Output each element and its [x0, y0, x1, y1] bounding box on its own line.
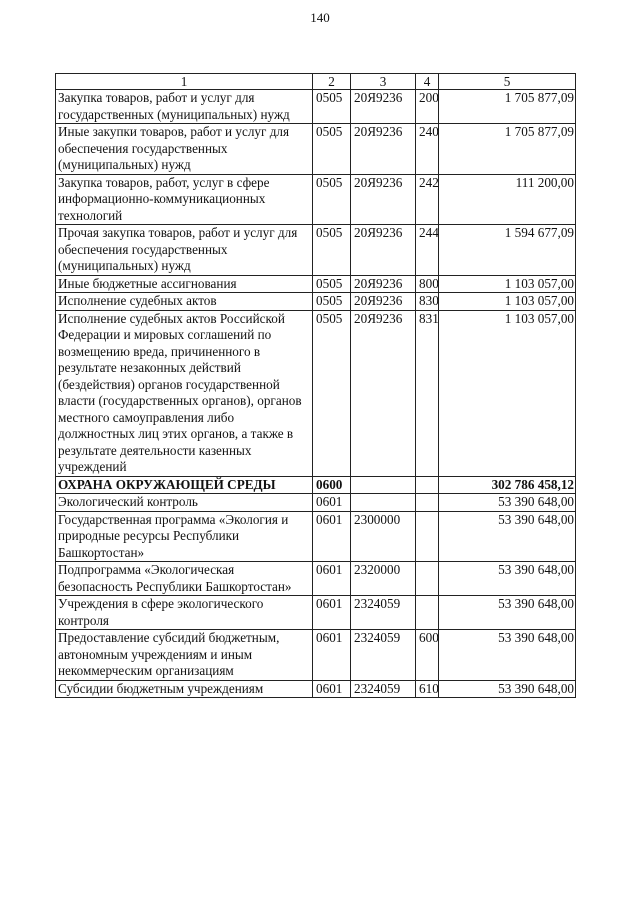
table-row [56, 90, 576, 124]
row-section-code-cell: 0505 [313, 174, 351, 225]
row-expense-type-cell: 830 [416, 293, 439, 311]
row-expense-type-cell: 240 [416, 124, 439, 175]
row-name-cell: Экологический контроль [56, 494, 313, 512]
table-row [56, 476, 576, 494]
header-col-5: 5 [439, 74, 576, 90]
row-name-cell: Иные бюджетные ассигнования [56, 275, 313, 293]
table-body [56, 90, 576, 698]
header-col-1: 1 [56, 74, 313, 90]
table-row [56, 494, 576, 512]
row-amount-cell: 53 390 648,00 [439, 511, 576, 562]
row-expense-type-cell: 200 [416, 90, 439, 124]
row-section-code-cell: 0601 [313, 562, 351, 596]
row-target-article-cell: 20Я9236 [351, 275, 416, 293]
row-target-article-cell: 2320000 [351, 562, 416, 596]
table-row [56, 630, 576, 681]
table-row [56, 680, 576, 698]
row-name-cell: Предоставление субсидий бюджетным, автономным учреждениям и иным некоммерческим организациям [56, 630, 313, 681]
row-section-code-cell: 0505 [313, 275, 351, 293]
row-amount-cell: 1 103 057,00 [439, 293, 576, 311]
page-number: 140 [310, 10, 330, 25]
row-name-cell: Учреждения в сфере экологического контроля [56, 596, 313, 630]
row-amount-cell: 1 705 877,09 [439, 90, 576, 124]
table-row [56, 124, 576, 175]
row-target-article-cell [351, 494, 416, 512]
table-row [56, 275, 576, 293]
row-expense-type-cell [416, 596, 439, 630]
row-name-cell: Прочая закупка товаров, работ и услуг для обеспечения государственных (муниципальных) нужд [56, 225, 313, 276]
row-target-article-cell: 20Я9236 [351, 90, 416, 124]
row-amount-cell: 53 390 648,00 [439, 494, 576, 512]
row-expense-type-cell [416, 511, 439, 562]
row-section-code-cell: 0600 [313, 476, 351, 494]
row-target-article-cell: 2324059 [351, 596, 416, 630]
table-row [56, 225, 576, 276]
header-row [56, 74, 576, 90]
row-section-code-cell: 0505 [313, 225, 351, 276]
row-target-article-cell: 20Я9236 [351, 310, 416, 476]
table-row [56, 293, 576, 311]
row-expense-type-cell [416, 494, 439, 512]
budget-table-container [55, 73, 576, 698]
row-amount-cell: 1 103 057,00 [439, 275, 576, 293]
row-section-code-cell: 0601 [313, 596, 351, 630]
table-row [56, 562, 576, 596]
budget-table [55, 73, 576, 698]
row-section-code-cell: 0601 [313, 680, 351, 698]
row-name-cell: Исполнение судебных актов [56, 293, 313, 311]
row-target-article-cell [351, 476, 416, 494]
row-section-code-cell: 0505 [313, 90, 351, 124]
row-name-cell: Исполнение судебных актов Российской Федерации и мировых соглашений по возмещению вреда, причиненного в результате незаконных действий (бездействия) органов государственной власти (государственных органов), органов местного самоуправления либо должностных лиц этих органов, а также в результате деятельности казенных учреждений [56, 310, 313, 476]
row-amount-cell: 111 200,00 [439, 174, 576, 225]
row-expense-type-cell: 831 [416, 310, 439, 476]
row-target-article-cell: 2324059 [351, 680, 416, 698]
header-col-3: 3 [351, 74, 416, 90]
row-name-cell: Государственная программа «Экология и природные ресурсы Республики Башкортостан» [56, 511, 313, 562]
row-expense-type-cell: 244 [416, 225, 439, 276]
row-expense-type-cell: 800 [416, 275, 439, 293]
row-amount-cell: 1 705 877,09 [439, 124, 576, 175]
header-col-4: 4 [416, 74, 439, 90]
row-amount-cell: 53 390 648,00 [439, 630, 576, 681]
table-row [56, 174, 576, 225]
row-amount-cell: 1 103 057,00 [439, 310, 576, 476]
row-target-article-cell: 2324059 [351, 630, 416, 681]
row-amount-cell: 1 594 677,09 [439, 225, 576, 276]
row-target-article-cell: 20Я9236 [351, 293, 416, 311]
row-name-cell: Субсидии бюджетным учреждениям [56, 680, 313, 698]
row-section-code-cell: 0601 [313, 511, 351, 562]
row-amount-cell: 53 390 648,00 [439, 596, 576, 630]
table-row [56, 310, 576, 476]
table-row [56, 596, 576, 630]
row-expense-type-cell [416, 562, 439, 596]
row-expense-type-cell: 242 [416, 174, 439, 225]
table-row [56, 511, 576, 562]
row-section-code-cell: 0601 [313, 630, 351, 681]
row-target-article-cell: 2300000 [351, 511, 416, 562]
row-name-cell: Закупка товаров, работ и услуг для государственных (муниципальных) нужд [56, 90, 313, 124]
row-name-cell: Подпрограмма «Экологическая безопасность Республики Башкортостан» [56, 562, 313, 596]
row-name-cell: Закупка товаров, работ, услуг в сфере информационно-коммуникационных технологий [56, 174, 313, 225]
row-section-code-cell: 0505 [313, 293, 351, 311]
row-name-cell: Иные закупки товаров, работ и услуг для обеспечения государственных (муниципальных) нужд [56, 124, 313, 175]
row-amount-cell: 53 390 648,00 [439, 562, 576, 596]
row-amount-cell: 302 786 458,12 [439, 476, 576, 494]
row-expense-type-cell: 610 [416, 680, 439, 698]
row-section-code-cell: 0505 [313, 310, 351, 476]
row-target-article-cell: 20Я9236 [351, 124, 416, 175]
header-col-2: 2 [313, 74, 351, 90]
row-name-cell: ОХРАНА ОКРУЖАЮЩЕЙ СРЕДЫ [56, 476, 313, 494]
row-expense-type-cell: 600 [416, 630, 439, 681]
row-amount-cell: 53 390 648,00 [439, 680, 576, 698]
row-section-code-cell: 0505 [313, 124, 351, 175]
row-expense-type-cell [416, 476, 439, 494]
table-header [56, 74, 576, 90]
row-target-article-cell: 20Я9236 [351, 174, 416, 225]
row-target-article-cell: 20Я9236 [351, 225, 416, 276]
row-section-code-cell: 0601 [313, 494, 351, 512]
